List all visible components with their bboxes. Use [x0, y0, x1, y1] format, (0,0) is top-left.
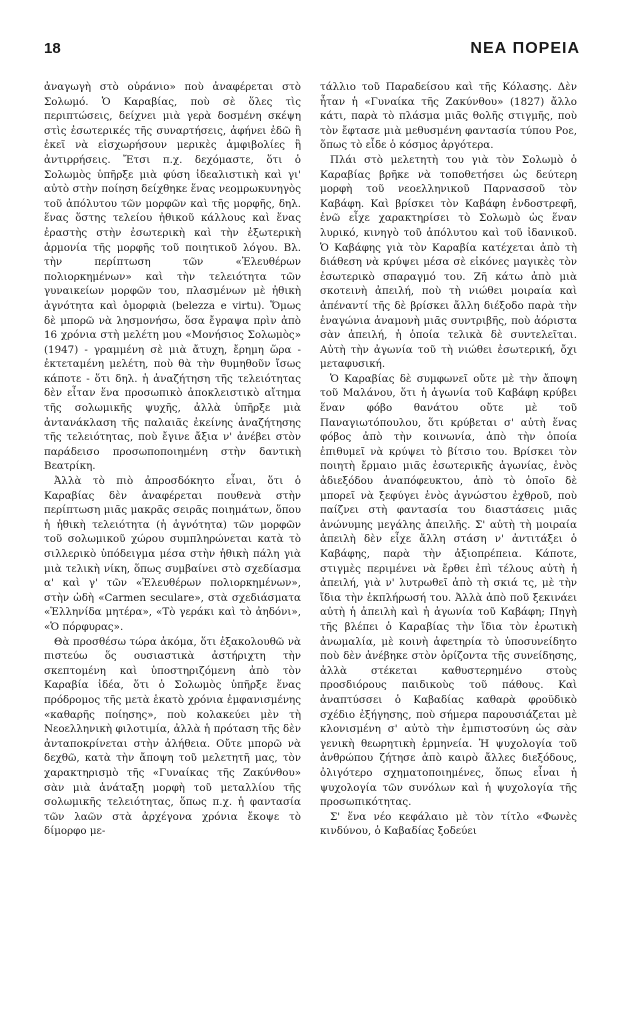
paragraph: Πλάι στὸ μελετητὴ του γιὰ τὸν Σολωμὸ ὁ Καραβίας βρῆκε νὰ τοποθετήσει ὡς δεύτερη μορφὴ τοῦ νεοελληνικοῦ Παρνασσοῦ τὸν Καβάφη. Καὶ βρίσκει τὸν Καβάφη ἐνδοστρεφῆ, ἐνῶ εἶχε χαρακτηρίσει τὸ Σολωμὸ ὡς ἕναν λυρικό, κινηγὸ τοῦ ἀπόλυτου καὶ τοῦ ἰδανικοῦ. Ὁ Καβάφης γιὰ τὸν Καραβία κατέχεται ἀπὸ τὴ διάθεση νὰ κρύψει μέσα σὲ εἰκόνες μαγικὲς τὸν ἐσωτερικὸ σπαραγμό του. Ζῆ κάτω ἀπὸ μιὰ σκοτεινὴ ἀπειλή, ποὺ τὴ νιώθει μοιραία καὶ ἀπέναντί τῆς δὲ βρίσκει ἄλλη διέξοδο παρὰ τὴν ἐναγώνια ἀναμονὴ μιᾶς συντριβῆς, ποὺ ἀόριστα σὰν ἀπειλή, ἡ ὁποία τελικὰ δὲ συντελεῖται. Αὐτὴ τὴν ἀγωνία τοῦ τὴ νιώθει ἐσωτερική, ὄχι μεταφυσική. — [320, 153, 577, 371]
left-column — [44, 80, 301, 839]
page-number: 18 — [44, 40, 61, 57]
paragraph: τάλλιο τοῦ Παραδείσου καὶ τῆς Κόλασης. Δὲν ἦταν ἡ «Γυναίκα τῆς Ζακύνθου» (1827) ἄλλο κάτι, παρὰ τὸ πλάσμα μιᾶς θολῆς στιγμῆς, ποὺ τὸν ἔφτασε μιὰ μεθυσμένη φαντασία τύπου Ροε, ὅπως τὸ εἶδε ὁ κόσμος ἀργότερα. — [320, 81, 577, 152]
paragraph: Σ' ἕνα νέο κεφάλαιο μὲ τὸν τίτλο «Φωνὲς κινδύνου, ὁ Καβαδίας ξοδεύει — [320, 810, 577, 838]
paragraph: Θὰ προσθέσω τώρα ἀκόμα, ὅτι ἐξακολουθῶ νὰ πιστεύω ὅς ουσιαστικὰ ἀστήριχτη τὴν σκεπτομένη καὶ ὑποστηριζόμενη ἀπὸ τὸν Καραβία ἰδέα, ὅτι ὁ Σολωμὸς ὑπῆρξε ἕνας πρόδρομος τῆς μετὰ ἑκατὸ χρόνια ἐμφανισμένης «καθαρῆς ποίησης», ποὺ κολακεύει μὲν τὴ Νεοελληνικὴ φιλοτιμία, ἀλλὰ ἡ πρόταση τῆς δὲν ἀνταποκρίνεται στὴν ἀλήθεια. Οὔτε μπορῶ νὰ δεχθῶ, κατὰ τὴν ἄποψη τοῦ μελετητῆ μας, τὸν χαρακτηρισμὸ τῆς «Γυναίκας τῆς Ζακύνθου» σὰν μιὰ ἀνάταξη μορφὴ τοῦ μεταλλίου τῆς σολωμικῆς τελειότητας, ὅπως π.χ. ἡ φαντασία τῶν λαῶν στὰ ἀρχέγονα χρόνια ἔκοψε τὸ δίμορφο με- — [44, 635, 301, 838]
paragraph: ἀναγωγὴ στὸ οὐράνιο» ποὺ ἀναφέρεται στὸ Σολωμό. Ὁ Καραβίας, ποὺ σὲ ὅλες τὶς περιπτώσεις, δείχνει μιὰ γερὰ δοσμένη σκέψη στὶς ἐσωτερικές τῆς συναρτήσεις, ἀφήνει ἐδῶ ἢ ἐκεῖ νὰ εἰσχωρήσουν μερικὲς ἀμφιβολίες ἢ ἀντιρρήσεις. Ἔτσι π.χ. δεχόμαστε, ὅτι ὁ Σολωμὸς ὑπῆρξε μιὰ φύση ἰδεαλιστικὴ καὶ γι' αὐτὸ στὴν ποίηση δείχθηκε ἕνας νεομρωκυνηγὸς τοῦ ἀπόλυτου τῶν μορφῶν καὶ τῆς μορφῆς, δηλ. ἕνας ὅστης τελείου ἠθικοῦ κάλλους καὶ ἕνας ἐραστὴς στὴν ἐσωτερικὴ καὶ τὴν ἐξωτερικὴ ἁρμονία τῆς μορφῆς τοῦ ποιητικοῦ λόγου. Βλ. τὴν περίπτωση τῶν «Ἐλευθέρων πολιορκημένων» καὶ τὴν τελειότητα τῶν γυναικείων μορφῶν του, πλασμένων μὲ ἠθικὴ ἁγνότητα καὶ ὁμορφιὰ (belezza e virtu). Ὅμως δὲ μπορῶ νὰ λησμονήσω, ὅσα ἔγραψα πρὶν ἀπὸ 16 χρόνια στὴ μελέτη μου «Μονήσιος Σολωμὸς» (1947) - γραμμένη σὲ μιὰ ἄτυχη, ἔρημη ὥρα - ἐκτεταμένη μελέτη, ποὺ θὰ τὴν θυμηθοῦν ἴσως κάποτε - ὅτι δηλ. ἡ ἀναζήτηση τῆς τελειότητας δὲν εἶταν ἕνα προσωπικὸ ἀποκλειστικὸ αἴτημα τῆς σολωμικῆς ψυχῆς, ἀλλὰ ὑπῆρξε μιὰ ἀντανάκλαση τῆς παλαιᾶς ἐκείνης ἀναζήτησης τῆς τελειότητας, ποὺ ἔγινε ἄξια ν' ἀνέβει στὸν παράδεισο προσωποποιημένη στὴν δαντικὴ Βεατρίκη. — [44, 81, 301, 473]
paragraph: Ὁ Καραβίας δὲ συμφωνεῖ οὔτε μὲ τὴν ἄποψη τοῦ Μαλάνου, ὅτι ἡ ἀγωνία τοῦ Καβάφη κρύβει ἕναν φόβο θανάτου οὔτε μὲ τοῦ Παναγιωτόπουλου, ὅτι κρύβεται σ' αὐτὴ ἕνας φόβος ἀπὸ τὴν κοινωνία, ἀπὸ τὴν ὁποία ἐπιθυμεῖ νὰ κρύψει τὸ βίτσιο του. Βρίσκει τὸν ποιητὴ ἔρμαιο μιᾶς ἐσωτερικῆς ἀγωνίας, ἑνὸς ἀδιεξόδου ἀναπόφευκτου, ἀπὸ τὸ ὁποῖο δὲ μπορεῖ νὰ ξεφύγει ἑνὸς ἀγνώστου ἐχθροῦ, ποὺ παίζνει στὴ φαντασία του διαστάσεις μιᾶς ἀνώνυμης μεγάλης ἀπειλῆς. Σ' αὐτὴ τὴ μοιραία ἀπειλὴ δὲν εἶχε ἄλλη στάση ν' ἀντιτάξει ὁ Καβάφης, παρὰ τὴν ἀξιοπρέπεια. Κάποτε, στιγμὲς περιμένει νὰ ἔρθει ἐπὶ τέλους αὐτὴ ἡ ἀπειλή, γιὰ ν' λυτρωθεῖ ἀπὸ τὴ σκιά τς, μὲ τὴν ἴδια τὴν ἐκπλήρωσή του. Ἀλλὰ ἀπὸ ποῦ ξεκινάει αὐτὴ ἡ ἀπειλὴ καὶ ἡ ἀγωνία τοῦ Καβάφη; Πηγὴ τῆς βλέπει ὁ Καραβίας τὴν ἴδια τὸν ἐρωτικὴ ἀνωμαλία, μὲ κοινὴ ἀφετηρία τὸ ὑποσυνείδητο ποὺ δὲν ἀνέβηκε στὸν ὁρίζοντα τῆς συνείδησης, ἀλλὰ στέκεται καθυστερημένο στοὺς προσδιόρους παιδικοὺς τοῦ πάθους. Καὶ ἀναπτύσσει ὁ Καβαδίας καθαρὰ φροϋδικὸ σχέδιο ἐξήγησης, ποὺ σήμερα παρουσιάζεται μὲ κλονισμένη σ' αὐτὸ τὴν ἐμπιστοσύνη ὡς σὰν γενικὴ θεωρητικὴ ἑρμηνεία. Ἡ ψυχολογία τοῦ ἀνθρώπου ζήτησε ἀπὸ καιρὸ ἄλλες διεξόδους, ὀλιγότερο σχηματοποιημένες, ὅπως εἶναι ἡ ψυχολογία τῶν συνόλων καὶ ἡ ψυχολογία τῆς προσωπικότητας. — [320, 372, 577, 809]
journal-title: ΝΕΑ ΠΟΡΕΙΑ — [470, 40, 580, 57]
page-header — [44, 40, 580, 62]
paragraph: Ἀλλὰ τὸ πιὸ ἀπροσδόκητο εἶναι, ὅτι ὁ Καραβίας δὲν ἀναφέρεται πουθενὰ στὴν περίπτωση μιᾶς μακρᾶς σειρᾶς ποιημάτων, ὅπου ἡ ἠθικὴ τελειότητα (ἡ ἁγνότητα) τῶν μορφῶν τοῦ σολωμικοῦ χώρου συμπληρώνεται κατὰ τὸ σιλλερικὸ ὑπόδειγμα μέσα στὴν ἠθικὴ πάλη γιὰ μιὰ τελικὴ νίκη, ὅπως συμβαίνει στὸ σχεδίασμα α' καὶ γ' τῶν «Ἐλευθέρων πολιορκημένων», στὴν ὠδὴ «Carmen seculare», στὰ σχεδιάσματα «Ἑλληνίδα μητέρα», «Τὸ γεράκι καὶ τὸ ἀηδόνι», «Ὁ πόρφυρας». — [44, 475, 301, 633]
right-column — [320, 80, 577, 839]
